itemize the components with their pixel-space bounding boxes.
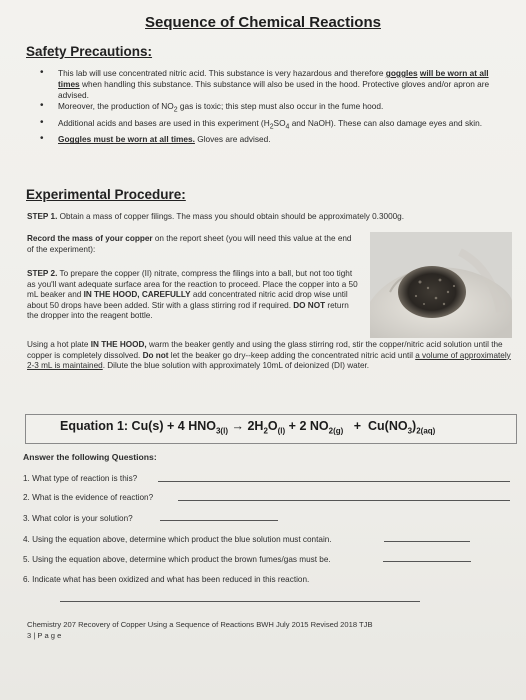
safety-bullet-1: • This lab will use concentrated nitric acid. This substance is very hazardous and therefore goggles will be worn at all times when handling this substance. This substance will also be used in the hood. Protective gloves and/or apron are advised.: [40, 67, 490, 100]
footer-course: Chemistry 207 Recovery of Copper Using a Sequence of Reactions BWH July 2015 Revised 2018 TJB: [27, 620, 373, 629]
page-title: Sequence of Chemical Reactions: [145, 14, 381, 31]
question-2: 2. What is the evidence of reaction?: [23, 493, 154, 502]
safety-list: [40, 68, 508, 146]
record-mass-note: Record the mass of your copper on the report sheet (you will need this value at the end of the experiment):: [27, 234, 352, 254]
equation-1: Equation 1: Cu(s) + 4 $HNO_{3(l)} \to 2H_2O_{(l)} + 2$ $NO_{2(g)}$ + $Cu(NO_3)_{2(aq)}$: [60, 419, 436, 436]
answer-line-3: [160, 520, 278, 521]
question-3: 3. What color is your solution?: [23, 514, 133, 523]
answer-line-5: [383, 561, 471, 562]
question-4: 4. Using the equation above, determine which product the blue solution must contain.: [23, 535, 332, 544]
question-6: 6. Indicate what has been oxidized and what has been reduced in this reaction.: [23, 575, 310, 584]
safety-bullet-3: • Additional acids and bases are used in this experiment ($H_2SO_4$ and NaOH). These can also damage eyes and skin.: [40, 116, 483, 131]
step-3: Using a hot plate IN THE HOOD, warm the beaker gently and using the glass stirring rod, stir the copper/nitric acid solution until the copper is completely dissolved. Do not let the beaker go dry--keep adding the concentrated nitric acid until a volume of approximately 2-3 mL is maintained. Dilute the blue solution with approximately 10mL of deionized (DI) water.: [27, 340, 511, 371]
page-footer: [27, 619, 373, 641]
safety-bullet-4: • Goggles must be worn at all times. Gloves are advised.: [40, 133, 271, 145]
answer-line-6: [60, 601, 420, 602]
answer-line-2: [178, 500, 510, 501]
question-5: 5. Using the equation above, determine which product the brown fumes/gas must be.: [23, 555, 331, 564]
copper-filings-photo: [370, 232, 512, 338]
step-1: STEP 1. Obtain a mass of copper filings. The mass you should obtain should be approximately 0.3000g.: [27, 212, 405, 221]
procedure-heading: Experimental Procedure:: [26, 187, 186, 202]
question-1: 1. What type of reaction is this?: [23, 474, 138, 483]
questions-heading: Answer the following Questions:: [23, 452, 157, 462]
footer-page-number: 3 | P a g e: [27, 631, 62, 640]
safety-bullet-2: • Moreover, the production of $NO_2$ gas is toxic; this step must also occur in the fume hood.: [40, 100, 384, 115]
safety-heading: Safety Precautions:: [26, 44, 153, 59]
answer-line-1: [158, 481, 510, 482]
answer-line-4: [384, 541, 470, 542]
step-2: STEP 2. To prepare the copper (II) nitrate, compress the filings into a ball, but not too tight as you'll want adequate surface area for the reaction to proceed. Place the copper into a 50 mL beaker and IN THE HOOD, CAREFULLY add concentrated nitric acid drop wise until about 50 drops have been added. Stir with a glass stirring rod if required. DO NOT return the dropper into the reagent bottle.: [27, 269, 358, 321]
